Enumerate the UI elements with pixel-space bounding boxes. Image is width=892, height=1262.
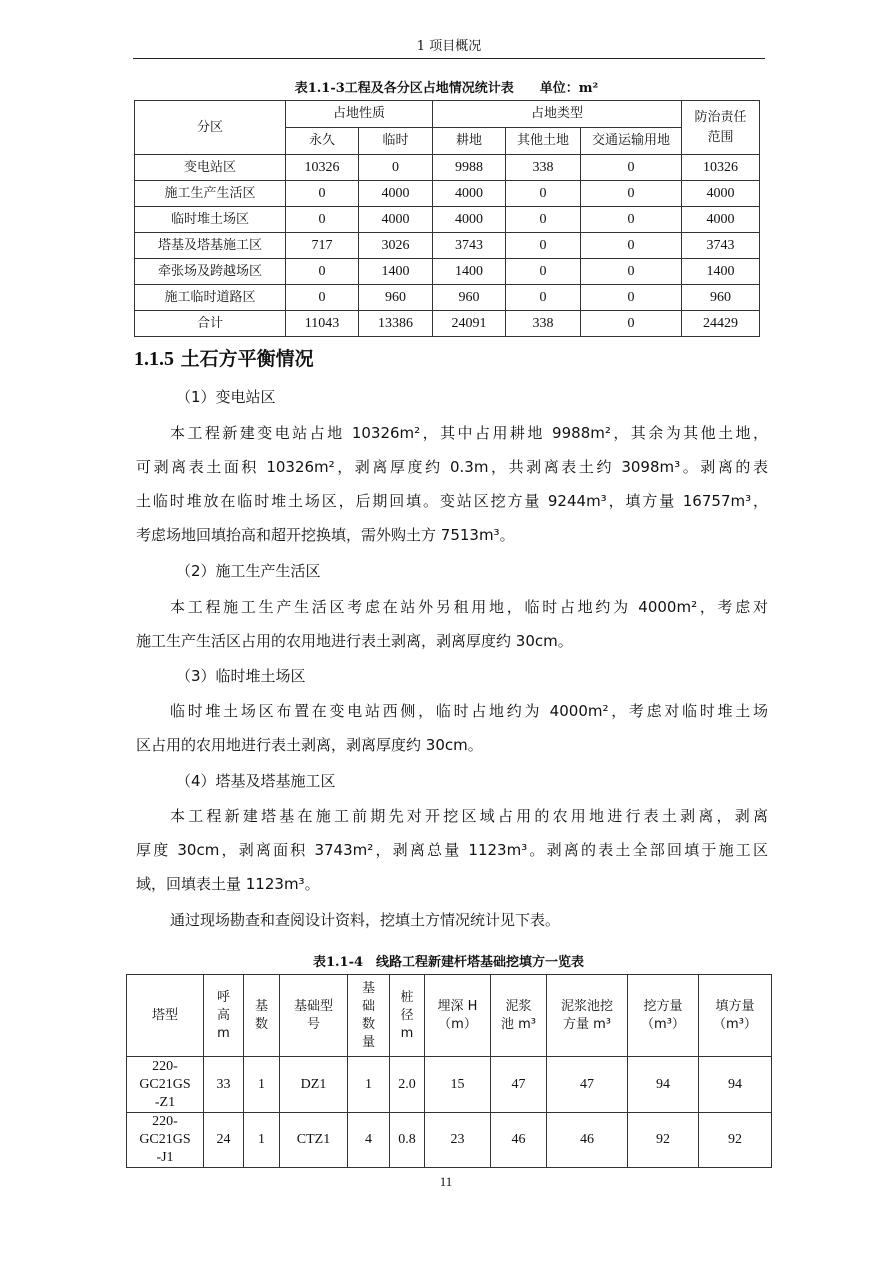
header-rule bbox=[133, 58, 765, 59]
cell-fill-volume: 92 bbox=[699, 1113, 772, 1168]
sub-permanent: 永久 bbox=[286, 128, 359, 155]
cell-cultivated: 960 bbox=[433, 285, 506, 311]
cell-cultivated: 24091 bbox=[433, 311, 506, 337]
cell-temporary: 0 bbox=[359, 155, 433, 181]
cell-transport: 0 bbox=[581, 259, 682, 285]
header-scope bbox=[682, 101, 760, 155]
paragraph-line: 临时堆土场区布置在变电站西侧，临时占地约为 4000m²，考虑对临时堆土场 bbox=[170, 702, 768, 720]
section-number: 1.1.5 bbox=[134, 348, 174, 370]
cell-other: 0 bbox=[506, 285, 581, 311]
cell-cultivated: 9988 bbox=[433, 155, 506, 181]
header-fill-volume: 填方量 （m³） bbox=[699, 975, 772, 1057]
cell-pile-diameter: 2.0 bbox=[390, 1057, 425, 1113]
cell-permanent: 0 bbox=[286, 285, 359, 311]
header-cut-volume: 挖方量 （m³） bbox=[628, 975, 699, 1057]
cell-transport: 0 bbox=[581, 285, 682, 311]
header-partition: 分区 bbox=[135, 101, 286, 155]
cell-zone: 牵张场及跨越场区 bbox=[135, 259, 286, 285]
cell-other: 0 bbox=[506, 259, 581, 285]
sub-temporary: 临时 bbox=[359, 128, 433, 155]
cell-cultivated: 3743 bbox=[433, 233, 506, 259]
cell-other: 338 bbox=[506, 311, 581, 337]
table1-header-row bbox=[135, 101, 760, 128]
cell-other: 0 bbox=[506, 207, 581, 233]
sub-other: 其他土地 bbox=[506, 128, 581, 155]
cell-transport: 0 bbox=[581, 311, 682, 337]
paragraph-line: 通过现场勘查和查阅设计资料，挖填土方情况统计见下表。 bbox=[170, 911, 561, 929]
header-mud-pit-volume: 泥浆池挖 方量 m³ bbox=[547, 975, 628, 1057]
paragraph-line: 域，回填表土量 1123m³。 bbox=[136, 875, 320, 893]
cell-temporary: 4000 bbox=[359, 181, 433, 207]
table-row bbox=[135, 233, 760, 259]
header-pile-diameter: 桩 径 m bbox=[390, 975, 425, 1057]
cell-transport: 0 bbox=[581, 207, 682, 233]
cell-permanent: 0 bbox=[286, 207, 359, 233]
subheading-stockpile: （3）临时堆土场区 bbox=[176, 667, 306, 685]
header-scope-text: 防治责任范围 bbox=[694, 109, 747, 145]
cell-temporary: 960 bbox=[359, 285, 433, 311]
section-title: 土石方平衡情况 bbox=[180, 348, 314, 370]
cell-scope: 960 bbox=[682, 285, 760, 311]
header-count: 基 数 bbox=[244, 975, 280, 1057]
cell-scope: 1400 bbox=[682, 259, 760, 285]
cell-foundation-model: DZ1 bbox=[280, 1057, 348, 1113]
cell-temporary: 3026 bbox=[359, 233, 433, 259]
cell-permanent: 0 bbox=[286, 181, 359, 207]
cell-permanent: 11043 bbox=[286, 311, 359, 337]
cell-foundation-count: 1 bbox=[348, 1057, 390, 1113]
running-header: 1 项目概况 bbox=[416, 39, 482, 54]
cell-height: 24 bbox=[204, 1113, 244, 1168]
table-row bbox=[127, 1057, 772, 1113]
sub-transport: 交通运输用地 bbox=[581, 128, 682, 155]
subheading-substation: （1）变电站区 bbox=[176, 388, 276, 406]
cell-count: 1 bbox=[244, 1113, 280, 1168]
cell-permanent: 0 bbox=[286, 259, 359, 285]
cell-count: 1 bbox=[244, 1057, 280, 1113]
table1-caption: 表1.1-3工程及各分区占地情况统计表 单位：m² bbox=[294, 81, 599, 96]
cell-mud-pit-volume: 47 bbox=[547, 1057, 628, 1113]
cell-zone: 施工临时道路区 bbox=[135, 285, 286, 311]
cell-foundation-count: 4 bbox=[348, 1113, 390, 1168]
cell-scope: 4000 bbox=[682, 207, 760, 233]
paragraph-line: 厚度 30cm，剥离面积 3743m²，剥离总量 1123m³。剥离的表土全部回填于施工区 bbox=[136, 841, 768, 859]
cell-tower-type: 220- GC21GS -Z1 bbox=[127, 1057, 204, 1113]
cell-scope: 3743 bbox=[682, 233, 760, 259]
cell-fill-volume: 94 bbox=[699, 1057, 772, 1113]
paragraph-line: 土临时堆放在临时堆土场区，后期回填。变站区挖方量 9244m³，填方量 16757m³， bbox=[136, 492, 768, 510]
cell-tower-type: 220- GC21GS -J1 bbox=[127, 1113, 204, 1168]
tower-foundation-table bbox=[126, 974, 772, 1168]
land-occupation-table bbox=[134, 100, 760, 337]
cell-other: 338 bbox=[506, 155, 581, 181]
header-foundation-count: 基 础 数 量 bbox=[348, 975, 390, 1057]
cell-burial-depth: 23 bbox=[425, 1113, 491, 1168]
cell-pile-diameter: 0.8 bbox=[390, 1113, 425, 1168]
subheading-construction-living: （2）施工生产生活区 bbox=[176, 562, 321, 580]
cell-permanent: 10326 bbox=[286, 155, 359, 181]
header-burial-depth: 埋深 H （m） bbox=[425, 975, 491, 1057]
header-height: 呼 高 m bbox=[204, 975, 244, 1057]
cell-cut-volume: 94 bbox=[628, 1057, 699, 1113]
cell-foundation-model: CTZ1 bbox=[280, 1113, 348, 1168]
table-row bbox=[135, 155, 760, 181]
section-heading bbox=[134, 346, 314, 372]
paragraph-line: 区占用的农用地进行表土剥离，剥离厚度约 30cm。 bbox=[136, 736, 483, 754]
cell-mud-pit: 47 bbox=[491, 1057, 547, 1113]
cell-zone: 塔基及塔基施工区 bbox=[135, 233, 286, 259]
table-row bbox=[135, 181, 760, 207]
cell-temporary: 13386 bbox=[359, 311, 433, 337]
cell-scope: 24429 bbox=[682, 311, 760, 337]
cell-cultivated: 4000 bbox=[433, 207, 506, 233]
cell-cultivated: 4000 bbox=[433, 181, 506, 207]
cell-transport: 0 bbox=[581, 155, 682, 181]
cell-zone: 临时堆土场区 bbox=[135, 207, 286, 233]
table2-caption: 表1.1-4 线路工程新建杆塔基础挖填方一览表 bbox=[312, 955, 585, 970]
paragraph-line: 可剥离表土面积 10326m²，剥离厚度约 0.3m，共剥离表土约 3098m³。剥离的表 bbox=[136, 458, 768, 476]
cell-zone: 变电站区 bbox=[135, 155, 286, 181]
table2-header-row bbox=[127, 975, 772, 1057]
header-nature: 占地性质 bbox=[286, 101, 433, 128]
paragraph-line: 本工程施工生产生活区考虑在站外另租用地，临时占地约为 4000m²，考虑对 bbox=[170, 598, 768, 616]
cell-cut-volume: 92 bbox=[628, 1113, 699, 1168]
cell-mud-pit-volume: 46 bbox=[547, 1113, 628, 1168]
table-row-total bbox=[135, 311, 760, 337]
cell-burial-depth: 15 bbox=[425, 1057, 491, 1113]
paragraph-line: 施工生产生活区占用的农用地进行表土剥离，剥离厚度约 30cm。 bbox=[136, 632, 573, 650]
table-row bbox=[135, 285, 760, 311]
header-mud-pit: 泥浆 池 m³ bbox=[491, 975, 547, 1057]
table-row bbox=[127, 1113, 772, 1168]
subheading-tower-foundation: （4）塔基及塔基施工区 bbox=[176, 772, 336, 790]
cell-temporary: 1400 bbox=[359, 259, 433, 285]
sub-cultivated: 耕地 bbox=[433, 128, 506, 155]
cell-transport: 0 bbox=[581, 181, 682, 207]
cell-mud-pit: 46 bbox=[491, 1113, 547, 1168]
cell-other: 0 bbox=[506, 233, 581, 259]
cell-zone: 施工生产生活区 bbox=[135, 181, 286, 207]
header-tower-type: 塔型 bbox=[127, 975, 204, 1057]
cell-permanent: 717 bbox=[286, 233, 359, 259]
header-foundation-model: 基础型 号 bbox=[280, 975, 348, 1057]
cell-scope: 4000 bbox=[682, 181, 760, 207]
page-number: 11 bbox=[439, 1174, 453, 1189]
cell-cultivated: 1400 bbox=[433, 259, 506, 285]
paragraph-line: 本工程新建变电站占地 10326m²，其中占用耕地 9988m²，其余为其他土地， bbox=[170, 424, 768, 442]
cell-zone: 合计 bbox=[135, 311, 286, 337]
cell-scope: 10326 bbox=[682, 155, 760, 181]
cell-temporary: 4000 bbox=[359, 207, 433, 233]
cell-transport: 0 bbox=[581, 233, 682, 259]
header-type: 占地类型 bbox=[433, 101, 682, 128]
cell-other: 0 bbox=[506, 181, 581, 207]
paragraph-line: 考虑场地回填抬高和超开挖换填，需外购土方 7513m³。 bbox=[136, 526, 515, 544]
cell-height: 33 bbox=[204, 1057, 244, 1113]
paragraph-line: 本工程新建塔基在施工前期先对开挖区域占用的农用地进行表土剥离，剥离 bbox=[170, 807, 768, 825]
table-row bbox=[135, 207, 760, 233]
table-row bbox=[135, 259, 760, 285]
